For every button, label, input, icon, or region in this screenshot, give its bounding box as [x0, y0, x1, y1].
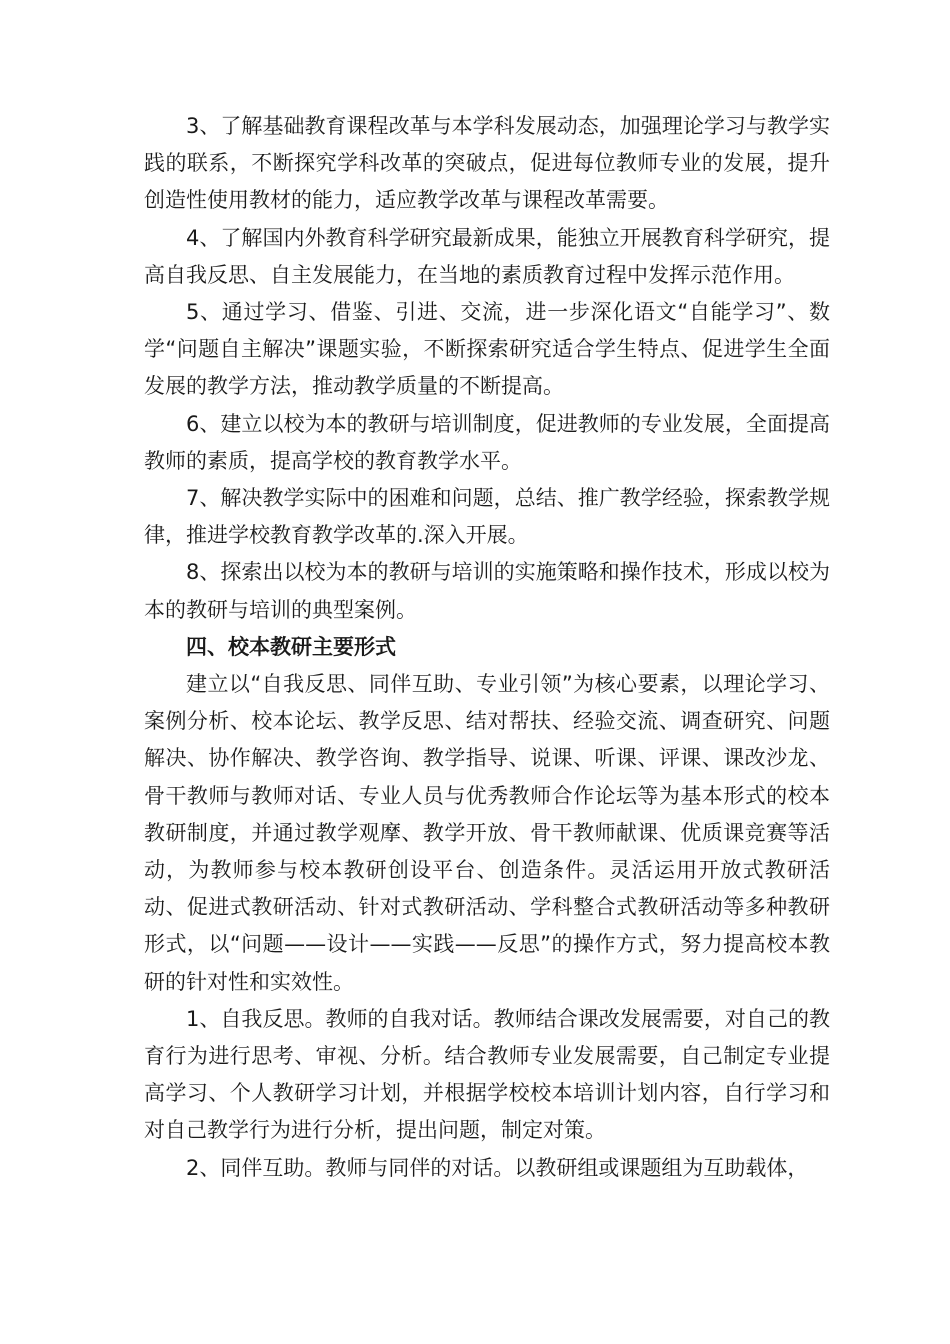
paragraph-goal-5: 5、通过学习、借鉴、引进、交流，进一步深化语文“自能学习”、数学“问题自主解决”课题实验，不断探索研究适合学生特点、促进学生全面发展的教学方法，推动教学质量的不断提高。 — [144, 300, 830, 399]
document-body — [144, 108, 830, 1187]
paragraph-section-intro: 建立以“自我反思、同伴互助、专业引领”为核心要素，以理论学习、案例分析、校本论坛、教学反思、结对帮扶、经验交流、调查研究、问题解决、协作解决、教学咨询、教学指导、说课、听课、评课、课改沙龙、骨干教师与教师对话、专业人员与优秀教师合作论坛等为基本形式的校本教研制度，并通过教学观摩、教学开放、骨干教师献课、优质课竞赛等活动，为教师参与校本教研创设平台、创造条件。灵活运用开放式教研活动、促进式教研活动、针对式教研活动、学科整合式教研活动等多种教研形式，以“问题——设计——实践——反思”的操作方式，努力提高校本教研的针对性和实效性。 — [144, 672, 830, 994]
paragraph-goal-7: 7、解决教学实际中的困难和问题，总结、推广教学经验，探索教学规律，推进学校教育教学改革的.深入开展。 — [144, 486, 830, 548]
paragraph-peer-support: 2、同伴互助。教师与同伴的对话。以教研组或课题组为互助载体， — [186, 1155, 809, 1180]
paragraph-goal-8: 8、探索出以校为本的教研与培训的实施策略和操作技术，形成以校为本的教研与培训的典型案例。 — [144, 560, 830, 622]
paragraph-goal-4: 4、了解国内外教育科学研究最新成果，能独立开展教育科学研究，提高自我反思、自主发展能力，在当地的素质教育过程中发挥示范作用。 — [144, 225, 830, 287]
paragraph-goal-6: 6、建立以校为本的教研与培训制度，促进教师的专业发展，全面提高教师的素质，提高学校的教育教学水平。 — [144, 411, 830, 473]
paragraph-goal-3: 3、了解基础教育课程改革与本学科发展动态，加强理论学习与教学实践的联系，不断探究学科改革的突破点，促进每位教师专业的发展，提升创造性使用教材的能力，适应教学改革与课程改革需要。 — [144, 114, 830, 213]
paragraph-self-reflection: 1、自我反思。教师的自我对话。教师结合课改发展需要，对自己的教育行为进行思考、审视、分析。结合教师专业发展需要，自己制定专业提高学习、个人教研学习计划，并根据学校校本培训计划内容，自行学习和对自己教学行为进行分析，提出问题，制定对策。 — [144, 1006, 830, 1143]
section-heading: 四、校本教研主要形式 — [186, 634, 396, 659]
